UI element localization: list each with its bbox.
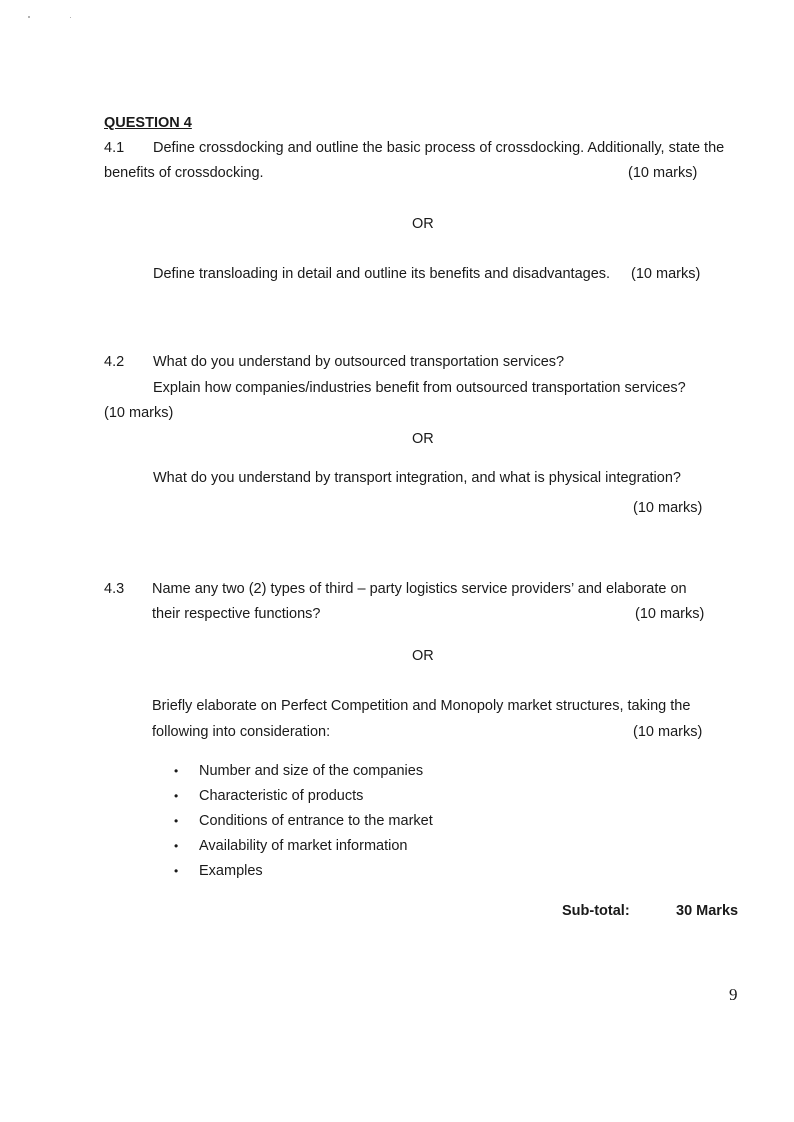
q42-alt-text: What do you understand by transport integration, and what is physical integration? <box>153 470 681 486</box>
bullet-icon: • <box>174 814 179 828</box>
q41-text-line1: Define crossdocking and outline the basic process of crossdocking. Additionally, state the <box>153 140 725 156</box>
list-item: Number and size of the companies <box>199 763 424 779</box>
scan-speck <box>28 16 30 18</box>
q43-alt-marks: (10 marks) <box>633 724 703 740</box>
q41-or: OR <box>412 216 434 232</box>
q43-text-line1: Name any two (2) types of third – party logistics service providers’ and elaborate on <box>152 581 687 597</box>
q41-alt-marks: (10 marks) <box>631 266 701 282</box>
q41-marks: (10 marks) <box>628 165 698 181</box>
q41-alt-text: Define transloading in detail and outline its benefits and disadvantages. <box>153 266 611 282</box>
q42-text-line2: Explain how companies/industries benefit from outsourced transportation services? <box>153 380 686 396</box>
q41-text-line2: benefits of crossdocking. <box>104 165 264 181</box>
bullet-icon: • <box>174 839 179 853</box>
q43-text-line2: their respective functions? <box>152 606 321 622</box>
q42-or: OR <box>412 431 434 447</box>
list-item: Conditions of entrance to the market <box>199 813 433 829</box>
bullet-icon: • <box>174 764 179 778</box>
list-item: Characteristic of products <box>199 788 364 804</box>
subtotal-label: Sub-total: <box>562 903 630 919</box>
subtotal-value: 30 Marks <box>676 903 739 919</box>
q42-marks: (10 marks) <box>104 405 174 421</box>
bullet-icon: • <box>174 864 179 878</box>
q41-number: 4.1 <box>104 140 125 156</box>
list-item: Examples <box>199 863 263 879</box>
q42-text-line1: What do you understand by outsourced transportation services? <box>153 354 565 370</box>
q43-alt-text-line2: following into consideration: <box>152 724 331 740</box>
q42-number: 4.2 <box>104 354 125 370</box>
question-heading: QUESTION 4 <box>104 115 192 131</box>
list-item: Availability of market information <box>199 838 408 854</box>
page-number: 9 <box>729 985 738 1004</box>
q43-alt-text-line1: Briefly elaborate on Perfect Competition and Monopoly market structures, taking the <box>152 698 691 714</box>
bullet-icon: • <box>174 789 179 803</box>
q42-alt-marks: (10 marks) <box>633 500 703 516</box>
scan-speck <box>70 17 71 18</box>
q43-number: 4.3 <box>104 581 125 597</box>
q43-marks: (10 marks) <box>635 606 705 622</box>
q43-or: OR <box>412 648 434 664</box>
